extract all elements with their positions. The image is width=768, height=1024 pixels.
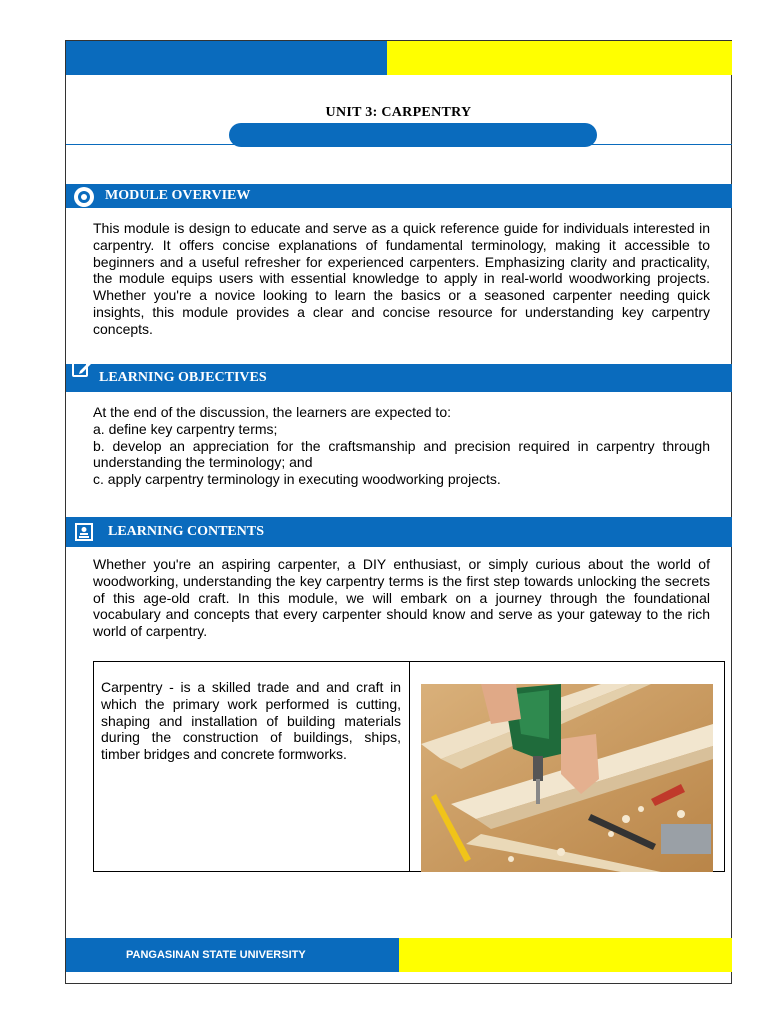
objective-item-b: b. develop an appreciation for the craftsmanship and precision required in carpentry through understanding the terminology; and <box>93 437 710 471</box>
carpentry-definition: Carpentry - is a skilled trade and and craft in which the primary work performed is cutting, shaping and installation of building materials during the construction of buildings, ships, timber bridges and concrete formworks. <box>101 679 401 763</box>
module-page <box>65 40 732 984</box>
table-divider <box>409 662 410 871</box>
learning-contents-header <box>66 517 732 547</box>
learning-objectives-header <box>66 364 732 392</box>
header-blue-band <box>66 41 387 75</box>
learning-contents-title: LEARNING CONTENTS <box>108 524 264 539</box>
edit-pencil-icon <box>72 360 92 378</box>
objectives-intro: At the end of the discussion, the learners are expected to: <box>93 404 451 420</box>
learning-objectives-title: LEARNING OBJECTIVES <box>99 370 267 385</box>
magnifier-circle-icon <box>74 187 94 207</box>
document-user-icon <box>75 523 93 541</box>
header-yellow-band <box>387 41 732 75</box>
contents-paragraph: Whether you're an aspiring carpenter, a DIY enthusiast, or simply curious about the world of woodworking, understanding the key carpentry terms is the first step towards unlocking the secrets of this age-old craft. In this module, we will embark on a journey through the foundational vocabulary and concepts that every carpenter should know and serve as your gateway to the rich world of carpentry. <box>93 556 710 640</box>
module-overview-text <box>93 220 710 338</box>
university-name: PANGASINAN STATE UNIVERSITY <box>126 949 306 961</box>
learning-contents-text <box>93 556 710 640</box>
carpentry-definition-table <box>93 661 725 872</box>
footer-blue-band <box>66 938 399 972</box>
carpentry-drilling-photo <box>421 684 713 872</box>
footer-yellow-band <box>399 938 732 972</box>
module-overview-title: MODULE OVERVIEW <box>105 188 251 203</box>
overview-paragraph: This module is design to educate and serve as a quick reference guide for individuals interested in carpentry. It offers concise explanations of fundamental terminology, making it accessible to beginners and a useful refresher for experienced carpenters. Emphasizing clarity and practicality, the module equips users with essential knowledge to apply in real-world woodworking projects. Whether you're a novice looking to learn the basics or a seasoned carpenter needing quick insights, this module provides a clear and concise resource for understanding key carpentry concepts. <box>93 220 710 337</box>
learning-objectives-text <box>93 404 710 488</box>
objective-item-c: c. apply carpentry terminology in executing woodworking projects. <box>93 471 501 488</box>
objective-item-a: a. define key carpentry terms; <box>93 420 278 437</box>
title-divider <box>66 144 732 145</box>
module-overview-header <box>66 184 732 208</box>
unit-title: UNIT 3: CARPENTRY <box>325 105 472 120</box>
